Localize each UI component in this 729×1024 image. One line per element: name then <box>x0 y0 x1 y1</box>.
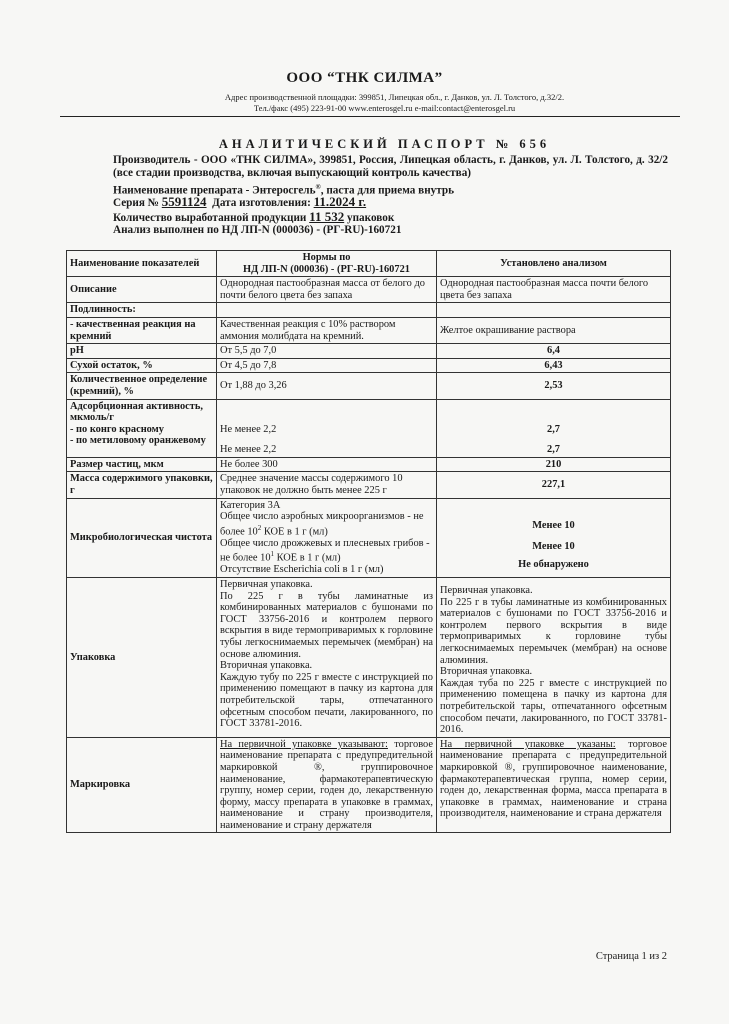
table-row: Упаковка Первичная упаковка. По 225 г в тубы ламинатные из комбинированных материалов с бушонами по ГОСТ 33756-2016 и контролем первого вскрытия в виде термоприваримых к горловине тубы легкоснимаемых перемычек (мембран) на основе алюминия. Вторичная упаковка. Каждую тубу по 225 г вместе с инструкцией по применению помещают в пачку из картона для потребительской тары, отпечатанного офсетным способом печати, лакированного, по ГОСТ 33781-2016. Первичная упаковка. По 225 г в тубы ламинатные из комбинированных материалов с бушонами по ГОСТ 33756-2016 и контролем первого вскрытия в виде термоприваримых к горловине тубы легкоснимаемых перемычек (мембран) на основе алюминия. Вторичная упаковка. Каждая туба по 225 г вместе с инструкцией по применению помещена в пачку из картона для потребительской тары, отпечатанного офсетным способом печати, лакированного, по ГОСТ 33781-2016. <box>67 578 671 738</box>
registered-mark: ® <box>315 183 321 191</box>
date-label: Дата изготовления: <box>212 197 311 209</box>
analysis-table <box>66 250 671 833</box>
header-divider <box>60 116 680 117</box>
company-name: ООО “ТНК СИЛМА” <box>286 70 443 86</box>
analysis-standard: Анализ выполнен по НД ЛП-N (000036) - (РГ-RU)-160721 <box>113 224 402 236</box>
table-row: Размер частиц, мкм Не более 300 210 <box>67 457 671 472</box>
table-row: Адсорбционная активность, мкмоль/г - по конго красному - по метиловому оранжевому Не менее 2,2 Не менее 2,2 2,7 2,7 <box>67 399 671 457</box>
table-row: Количественное определение (кремний), % От 1,88 до 3,26 2,53 <box>67 373 671 399</box>
header-norms: Нормы по НД ЛП-N (000036) - (РГ-RU)-160721 <box>217 251 437 277</box>
page-number: Страница 1 из 2 <box>595 951 667 962</box>
company-contacts: Тел./факс (495) 223-91-00 www.enterosgel.ru e-mail:contact@enterosgel.ru <box>253 103 516 113</box>
production-quantity: Количество выработанной продукции 11 532 упаковок <box>113 209 395 224</box>
table-row: Описание Однородная пастообразная масса от белого до почти белого цвета без запаха Однородная пастообразная масса почти белого цвета без запаха <box>67 277 671 303</box>
table-row: - качественная реакция на кремний Качественная реакция с 10% раствором аммония молибдата на кремний. Желтое окрашивание раствора <box>67 317 671 343</box>
header-parameter: Наименование показателей <box>67 251 217 277</box>
table-row: Масса содержимого упаковки, г Среднее значение массы содержимого 10 упаковок не должно быть менее 225 г 227,1 <box>67 472 671 498</box>
table-row: Маркировка На первичной упаковке указывают: торговое наименование препарата с предупредительной маркировкой ®, группировочное наименование, фармакотерапевтическую группу, номер серии, годен до, лекарственную форму, массу препарата в упаковке в граммах, наименование и страну производителя, наименование и страну держателя На первичной упаковке указаны: торговое наименование препарата с предупредительной маркировкой ®, группировочное наименование, фармакотерапевтическая группа, номер серии, годен до, лекарственная форма, масса препарата в упаковке в граммах, наименование и страна производителя, наименование и страна держателя <box>67 737 671 833</box>
series-label: Серия № <box>113 197 159 209</box>
table-row: Сухой остаток, % От 4,5 до 7,8 6,43 <box>67 358 671 373</box>
series-and-date <box>113 195 668 210</box>
quantity-value: 11 532 <box>309 209 345 224</box>
header-result: Установлено анализом <box>437 251 671 277</box>
date-value: 11.2024 г. <box>313 194 367 209</box>
table-row: Микробиологическая чистота Категория 3А Общее число аэробных микроорганизмов - не более $10^2$ КОЕ в 1 г (мл) Общее число дрожжевых и плесневых грибов - не более $10^1$ КОЕ в 1 г (мл) Отсутствие Escherichia coli в 1 г (мл) Менее 10 Менее 10 Не обнаружено <box>67 498 671 578</box>
table-row: Подлинность: <box>67 303 671 318</box>
table-row: pH От 5,5 до 7,0 6,4 <box>67 344 671 359</box>
producer-info: Производитель - ООО «ТНК СИЛМА», 399851, Россия, Липецкая область, г. Данков, ул. Л. Толстого, д. 32/2 (все стадии производства, включая выпускающий контроль качества) <box>113 154 668 179</box>
table-header-row <box>67 251 671 277</box>
series-value: 5591124 <box>161 194 207 209</box>
company-address: Адрес производственной площадки: 399851, Липецкая обл., г. Данков, ул. Л. Толстого, д.32/2. <box>224 92 565 102</box>
document-title: АНАЛИТИЧЕСКИЙ ПАСПОРТ № 656 <box>218 137 551 151</box>
drug-name: Наименование препарата - Энтеросгель®, паста для приема внутрь <box>113 183 455 197</box>
